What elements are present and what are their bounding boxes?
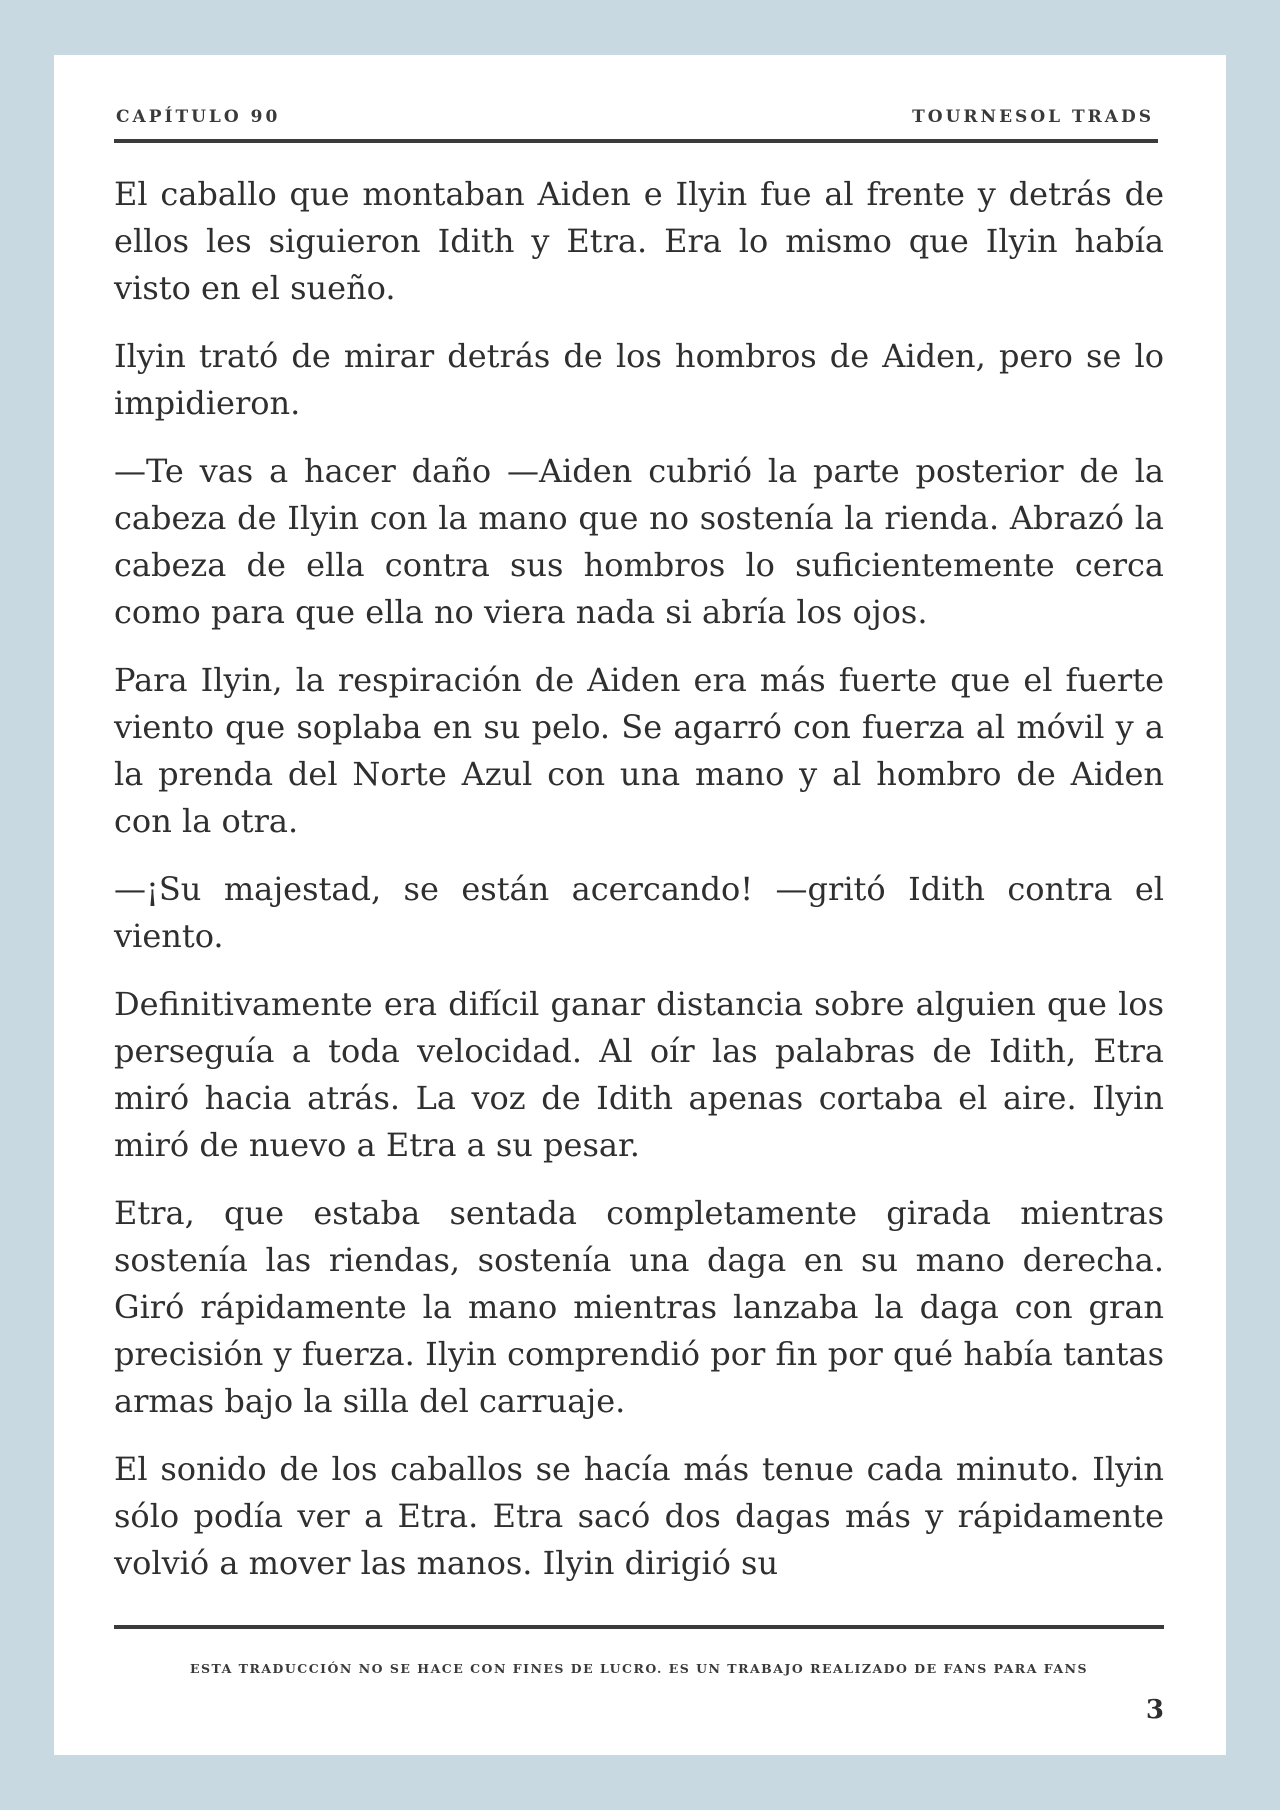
- document-page: [54, 55, 1226, 1755]
- paragraph: Para Ilyin, la respiración de Aiden era más fuerte que el fuerte viento que soplaba en su pelo. Se agarró con fuerza al móvil y a la prenda del Norte Azul con una mano y al hombro de Aiden con la otra.: [114, 661, 1164, 840]
- paragraph: Definitivamente era difícil ganar distancia sobre alguien que los perseguía a toda velocidad. Al oír las palabras de Idith, Etra miró hacia atrás. La voz de Idith apenas cortaba el aire. Ilyin miró de nuevo a Etra a su pesar.: [114, 985, 1164, 1164]
- footer-divider: [114, 1625, 1164, 1629]
- paragraph: El sonido de los caballos se hacía más tenue cada minuto. Ilyin sólo podía ver a Etra. Etra sacó dos dagas más y rápidamente volvió a mover las manos. Ilyin dirigió su: [114, 1450, 1164, 1582]
- header-divider: [114, 139, 1158, 143]
- chapter-title: CAPÍTULO 90: [116, 107, 281, 127]
- body-text: [114, 171, 1164, 1608]
- paragraph: El caballo que montaban Aiden e Ilyin fue al frente y detrás de ellos les siguieron Idith y Etra. Era lo mismo que Ilyin había visto en el sueño.: [114, 175, 1164, 307]
- page-number: 3: [1145, 1695, 1164, 1725]
- paragraph: Etra, que estaba sentada completamente girada mientras sostenía las riendas, sostenía una daga en su mano derecha. Giró rápidamente la mano mientras lanzaba la daga con gran precisión y fuerza. Ilyin comprendió por fin por qué había tantas armas bajo la silla del carruaje.: [114, 1194, 1164, 1420]
- group-name: TOURNESOL TRADS: [912, 107, 1154, 127]
- paragraph: Ilyin trató de mirar detrás de los hombros de Aiden, pero se lo impidieron.: [114, 337, 1164, 422]
- paragraph: —¡Su majestad, se están acercando! —gritó Idith contra el viento.: [114, 870, 1164, 955]
- footer-disclaimer: ESTA TRADUCCIÓN NO SE HACE CON FINES DE LUCRO. ES UN TRABAJO REALIZADO DE FANS PARA FANS: [189, 1661, 1089, 1676]
- paragraph: —Te vas a hacer daño —Aiden cubrió la parte posterior de la cabeza de Ilyin con la mano que no sostenía la rienda. Abrazó la cabeza de ella contra sus hombros lo suficientemente cerca como para que ella no viera nada si abría los ojos.: [114, 452, 1164, 631]
